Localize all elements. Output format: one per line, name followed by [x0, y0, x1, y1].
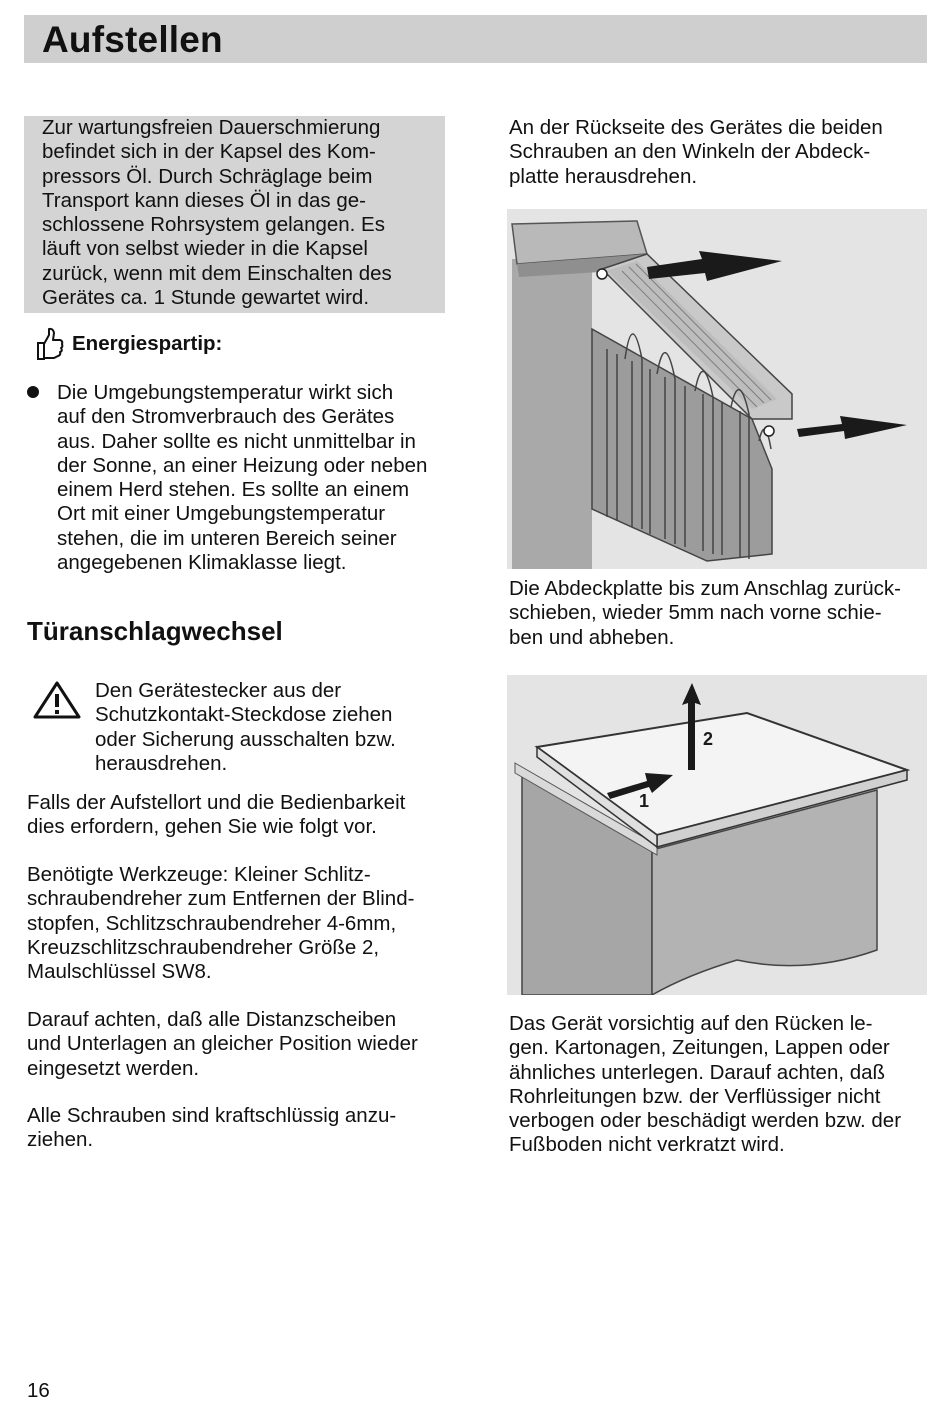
instruction-slide-cover: [509, 577, 924, 650]
text-line: Darauf achten, daß alle Distanzscheiben: [27, 1008, 397, 1031]
paragraph-spacers: [27, 1008, 441, 1081]
text-line: zurück, wenn mit dem Einschalten des: [42, 261, 392, 285]
arrow-1-label: 1: [639, 791, 650, 811]
warning-triangle-icon: [32, 680, 82, 720]
text-line: auf den Stromverbrauch des Gerätes: [57, 405, 395, 429]
energy-tip-label: Energiespartip:: [72, 332, 223, 355]
text-line: Fußboden nicht verkratzt wird.: [509, 1133, 785, 1157]
text-line: Alle Schrauben sind kraftschlüssig anzu-: [27, 1104, 397, 1127]
text-line: befindet sich in der Kapsel des Kom-: [42, 140, 376, 164]
arrow-2-label: 2: [703, 729, 714, 749]
text-line: läuft von selbst wieder in die Kapsel: [42, 237, 368, 261]
figure-rear-screws: [507, 209, 927, 569]
figure-lift-cover: [507, 675, 927, 995]
text-line: Den Gerätestecker aus der: [95, 679, 342, 702]
text-line: ben und abheben.: [509, 625, 675, 649]
section-title: Türanschlagwechsel: [27, 616, 283, 646]
text-line: Das Gerät vorsichtig auf den Rücken le-: [509, 1012, 873, 1035]
lubrication-note-text: [42, 116, 426, 310]
text-line: Die Umgebungstemperatur wirkt sich: [57, 381, 394, 404]
lift-cover-illustration: [507, 675, 927, 995]
text-line: oder Sicherung ausschalten bzw.: [95, 727, 396, 751]
page-title: Aufstellen: [42, 19, 223, 60]
text-line: Zur wartungsfreien Dauerschmierung: [42, 116, 381, 139]
text-line: Die Abdeckplatte bis zum Anschlag zurück-: [509, 577, 901, 600]
text-line: schieben, wieder 5mm nach vorne schie-: [509, 601, 882, 625]
text-line: stehen, die im unteren Bereich seiner: [57, 526, 397, 550]
text-line: An der Rückseite des Gerätes die beiden: [509, 116, 883, 139]
text-line: herausdrehen.: [95, 751, 228, 775]
text-line: Gerätes ca. 1 Stunde gewartet wird.: [42, 286, 370, 310]
text-line: schraubendreher zum Entfernen der Blind-: [27, 887, 415, 911]
rear-screws-illustration: [507, 209, 927, 569]
text-line: angegebenen Klimaklasse liegt.: [57, 551, 347, 575]
text-line: Transport kann dieses Öl in das ge-: [42, 188, 366, 212]
energy-tip-text: [57, 381, 441, 575]
page-number: 16: [27, 1379, 50, 1402]
text-line: ziehen.: [27, 1128, 94, 1152]
page-header-bar: [24, 15, 927, 63]
paragraph-screws: [27, 1104, 441, 1153]
thumbs-up-icon: [34, 327, 64, 361]
instruction-lay-on-back: [509, 1012, 924, 1158]
text-line: pressors Öl. Durch Schräglage beim: [42, 164, 373, 188]
text-line: Ort mit einer Umgebungstemperatur: [57, 502, 386, 526]
text-line: Rohrleitungen bzw. der Verflüssiger nicht: [509, 1084, 881, 1108]
text-line: Benötigte Werkzeuge: Kleiner Schlitz-: [27, 863, 371, 886]
text-line: platte herausdrehen.: [509, 164, 698, 188]
text-line: ähnliches unterlegen. Darauf achten, daß: [509, 1060, 886, 1084]
text-line: einem Herd stehen. Es sollte an einem: [57, 478, 410, 502]
instruction-remove-screws: [509, 116, 924, 189]
text-line: Falls der Aufstellort und die Bedienbarkeit: [27, 791, 406, 814]
text-line: der Sonne, an einer Heizung oder neben: [57, 453, 428, 477]
text-line: aus. Daher sollte es nicht unmittelbar in: [57, 429, 416, 453]
paragraph-tools: [27, 863, 441, 984]
bullet-dot: [27, 386, 39, 398]
text-line: Maulschlüssel SW8.: [27, 960, 212, 984]
text-line: Kreuzschlitzschraubendreher Größe 2,: [27, 935, 380, 959]
text-line: schlossene Rohrsystem gelangen. Es: [42, 213, 385, 237]
text-line: verbogen oder beschädigt werden bzw. der: [509, 1109, 902, 1133]
paragraph-conditions: [27, 791, 441, 840]
text-line: gen. Kartonagen, Zeitungen, Lappen oder: [509, 1036, 890, 1060]
text-line: Schutzkontakt-Steckdose ziehen: [95, 703, 393, 727]
text-line: eingesetzt werden.: [27, 1056, 200, 1080]
text-line: dies erfordern, gehen Sie wie folgt vor.: [27, 815, 377, 839]
warning-text: [95, 679, 441, 776]
text-line: stopfen, Schlitzschraubendreher 4-6mm,: [27, 911, 397, 935]
text-line: Schrauben an den Winkeln der Abdeck-: [509, 140, 871, 164]
text-line: und Unterlagen an gleicher Position wieder: [27, 1032, 418, 1056]
energy-tip-heading: [34, 326, 222, 362]
